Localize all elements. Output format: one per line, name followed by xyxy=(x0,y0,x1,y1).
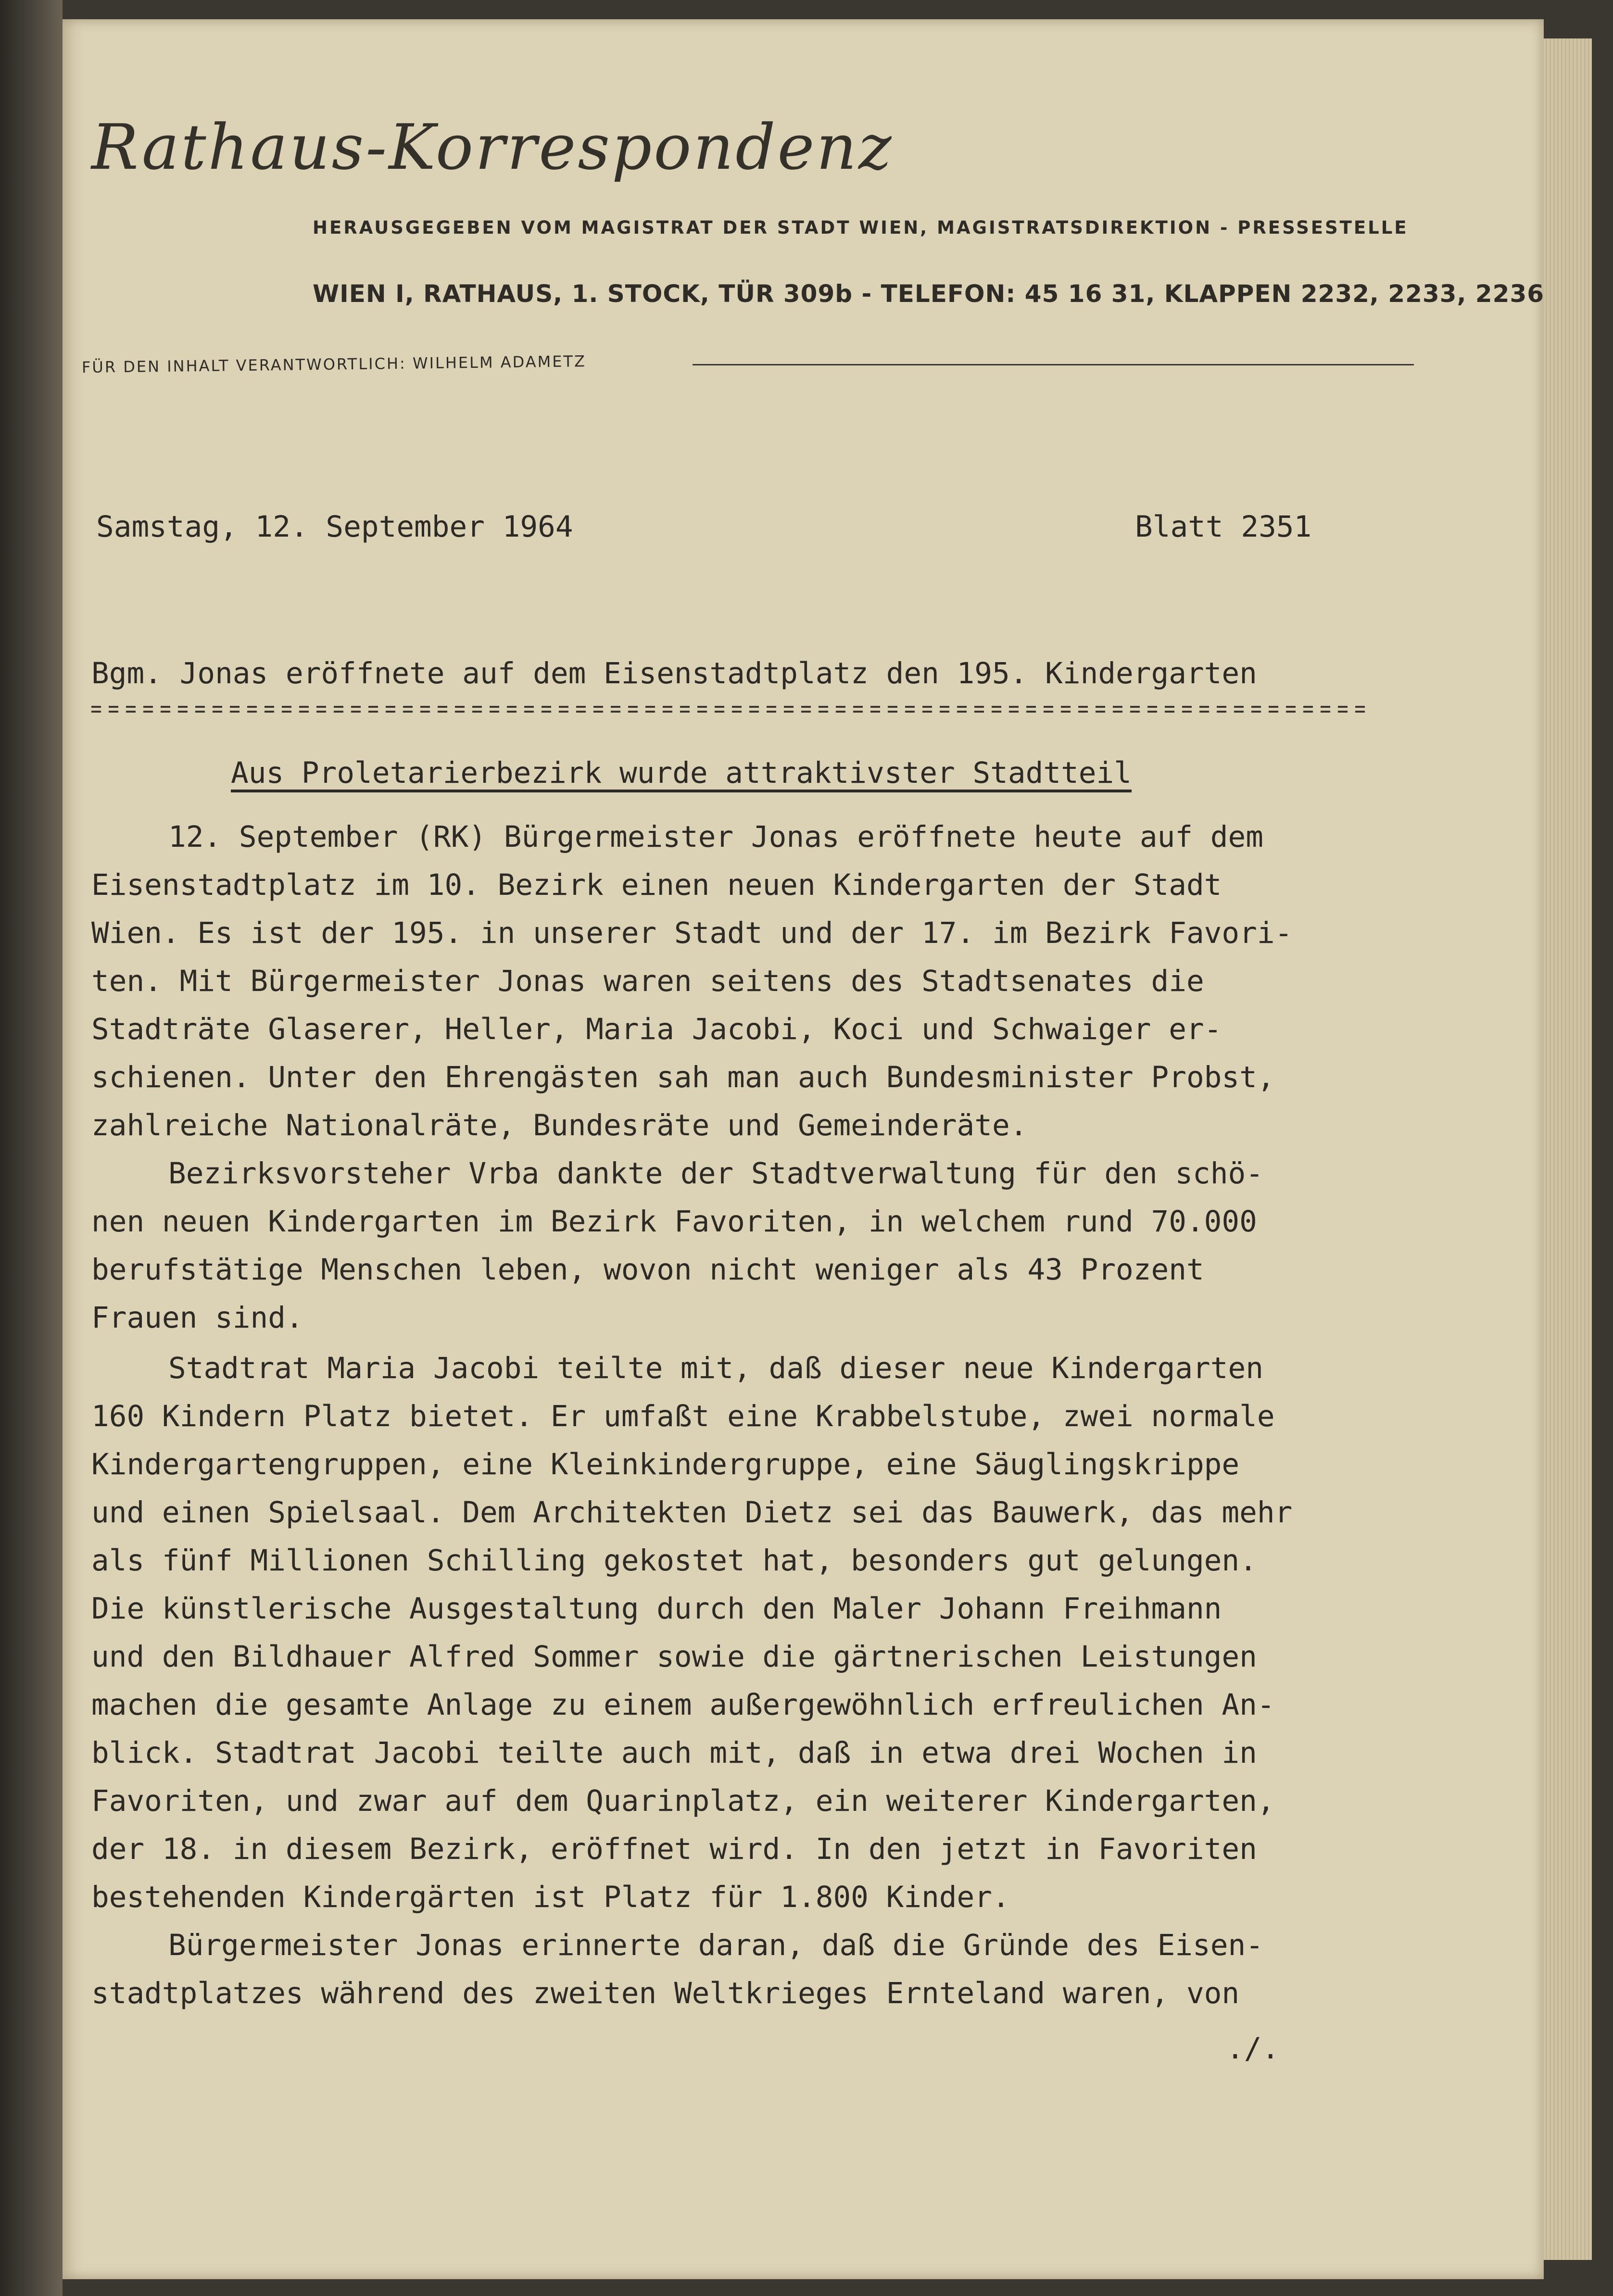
headline-double-rule xyxy=(91,706,1371,713)
address-line: WIEN I, RATHAUS, 1. STOCK, TÜR 309b - TELEFON: 45 16 31, KLAPPEN 2232, 2233, 2236 xyxy=(313,280,1545,308)
body-line: nen neuen Kindergarten im Bezirk Favoriten, in welchem rund 70.000 xyxy=(91,1204,1257,1239)
body-line: Die künstlerische Ausgestaltung durch den Maler Johann Freihmann xyxy=(91,1592,1222,1626)
publisher-line: HERAUSGEGEBEN VOM MAGISTRAT DER STADT WIEN, MAGISTRATSDIREKTION - PRESSESTELLE xyxy=(313,217,1409,238)
body-line: Wien. Es ist der 195. in unserer Stadt und der 17. im Bezirk Favori- xyxy=(91,916,1293,950)
body-line: blick. Stadtrat Jacobi teilte auch mit, daß in etwa drei Wochen in xyxy=(91,1736,1257,1770)
responsible-line: FÜR DEN INHALT VERANTWORTLICH: WILHELM ADAMETZ xyxy=(81,352,587,376)
body-line: und den Bildhauer Alfred Sommer sowie die gärtnerischen Leistungen xyxy=(91,1640,1257,1674)
body-line: berufstätige Menschen leben, wovon nicht weniger als 43 Prozent xyxy=(91,1253,1204,1287)
subheadline: Aus Proletarierbezirk wurde attraktivster Stadtteil xyxy=(231,756,1132,790)
date-line: Samstag, 12. September 1964 xyxy=(96,510,573,544)
body-line: Kindergartengruppen, eine Kleinkindergruppe, eine Säuglingskrippe xyxy=(91,1447,1240,1481)
body-line: Bezirksvorsteher Vrba dankte der Stadtverwaltung für den schö- xyxy=(168,1156,1263,1191)
body-line: Stadträte Glaserer, Heller, Maria Jacobi, Koci und Schwaiger er- xyxy=(91,1012,1222,1046)
body-line: als fünf Millionen Schilling gekostet hat, besonders gut gelungen. xyxy=(91,1543,1257,1578)
body-line: 12. September (RK) Bürgermeister Jonas eröffnete heute auf dem xyxy=(168,820,1263,854)
body-line: Favoriten, und zwar auf dem Quarinplatz, ein weiterer Kindergarten, xyxy=(91,1784,1275,1818)
body-line: ten. Mit Bürgermeister Jonas waren seitens des Stadtsenates die xyxy=(91,964,1204,998)
headline: Bgm. Jonas eröffnete auf dem Eisenstadtplatz den 195. Kindergarten xyxy=(91,656,1257,690)
masthead-title: Rathaus-Korrespondenz xyxy=(91,111,894,184)
body-line: Bürgermeister Jonas erinnerte daran, daß die Gründe des Eisen- xyxy=(168,1928,1263,1962)
continuation-mark: ./. xyxy=(1226,2032,1280,2066)
book-binding xyxy=(0,0,63,2296)
body-line: machen die gesamte Anlage zu einem außergewöhnlich erfreulichen An- xyxy=(91,1688,1275,1722)
body-line: stadtplatzes während des zweiten Weltkrieges Ernteland waren, von xyxy=(91,1976,1240,2010)
body-line: schienen. Unter den Ehrengästen sah man auch Bundesminister Probst, xyxy=(91,1060,1275,1094)
body-line: zahlreiche Nationalräte, Bundesräte und Gemeinderäte. xyxy=(91,1108,1028,1142)
body-line: Eisenstadtplatz im 10. Bezirk einen neuen Kindergarten der Stadt xyxy=(91,868,1222,902)
body-line: bestehenden Kindergärten ist Platz für 1.800 Kinder. xyxy=(91,1880,1010,1914)
masthead-rule xyxy=(693,364,1414,365)
sheet-number: Blatt 2351 xyxy=(1135,510,1312,544)
body-line: 160 Kindern Platz bietet. Er umfaßt eine Krabbelstube, zwei normale xyxy=(91,1399,1275,1433)
body-line: der 18. in diesem Bezirk, eröffnet wird. In den jetzt in Favoriten xyxy=(91,1832,1257,1866)
body-line: und einen Spielsaal. Dem Architekten Dietz sei das Bauwerk, das mehr xyxy=(91,1495,1293,1530)
body-line: Stadtrat Maria Jacobi teilte mit, daß dieser neue Kindergarten xyxy=(168,1351,1263,1385)
body-line: Frauen sind. xyxy=(91,1301,303,1335)
page-edges xyxy=(1544,38,1592,2260)
